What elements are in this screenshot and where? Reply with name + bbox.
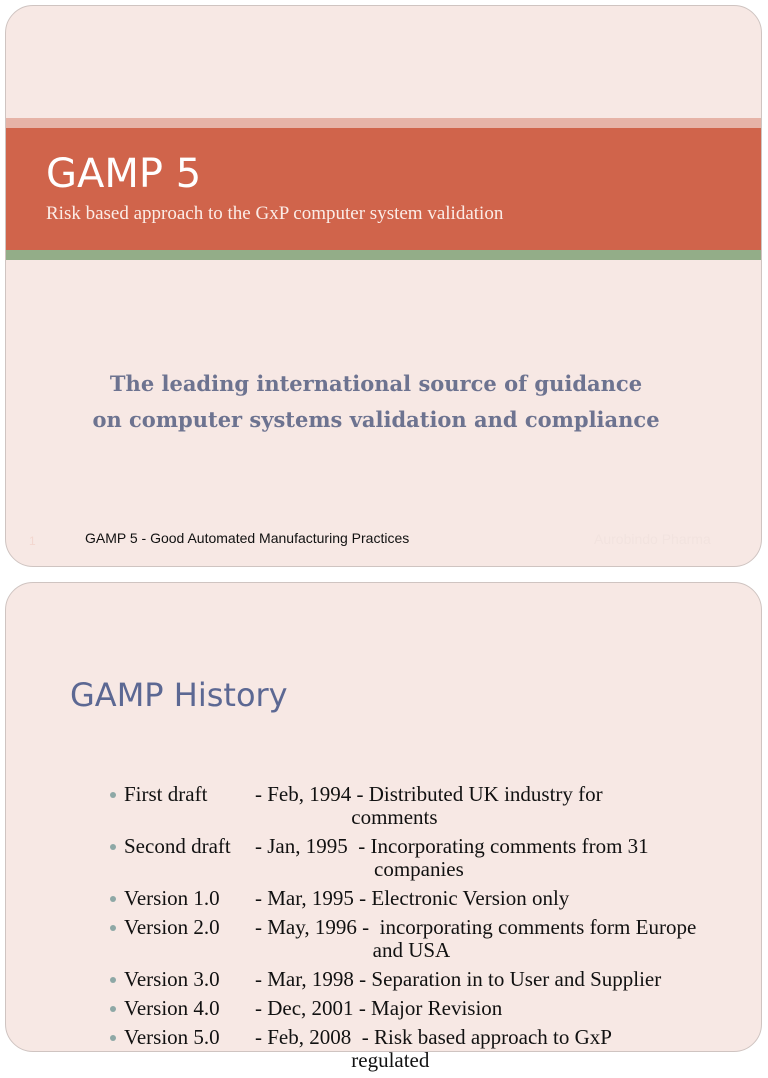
- slide-title: GAMP 5: [46, 151, 202, 197]
- history-date: - Mar, 1995: [255, 886, 354, 910]
- history-version: Version 3.0: [124, 967, 220, 991]
- history-list: [124, 783, 696, 1078]
- history-note: - Incorporating comments from 31 companies: [358, 834, 649, 881]
- history-note: - Electronic Version only: [353, 886, 570, 910]
- history-item: [124, 783, 696, 829]
- history-item: [124, 887, 696, 910]
- title-slide: [5, 5, 762, 567]
- history-version: First draft: [124, 782, 208, 806]
- history-note: - Risk based approach to GxP regulated: [351, 1025, 617, 1072]
- history-version: Version 5.0: [124, 1025, 220, 1049]
- tagline: [6, 366, 746, 438]
- history-date: - Mar, 1998: [255, 967, 354, 991]
- title-band-bottom-stripe: [6, 250, 761, 260]
- bullet-icon: [110, 925, 116, 931]
- slide-heading: GAMP History: [70, 676, 288, 714]
- bullet-icon: [110, 896, 116, 902]
- history-note: - Distributed UK industry for comments: [351, 782, 608, 829]
- bullet-icon: [110, 792, 116, 798]
- history-item: [124, 835, 696, 881]
- history-item: [124, 1026, 696, 1072]
- history-version: Version 2.0: [124, 915, 220, 939]
- history-version: Version 1.0: [124, 886, 220, 910]
- slide-footer: GAMP 5 - Good Automated Manufacturing Practices: [85, 530, 410, 546]
- slide-subtitle: Risk based approach to the GxP computer system validation: [46, 203, 504, 224]
- history-date: - Feb, 2008: [255, 1025, 352, 1049]
- history-note: - Separation in to User and Supplier: [353, 967, 662, 991]
- history-note: - Major Revision: [353, 996, 503, 1020]
- history-version: Version 4.0: [124, 996, 220, 1020]
- tagline-line-2: on computer systems validation and compliance: [92, 407, 660, 432]
- history-date: - Jan, 1995: [255, 834, 348, 858]
- history-item: [124, 916, 696, 962]
- history-version: Second draft: [124, 834, 231, 858]
- history-date: - Dec, 2001: [255, 996, 354, 1020]
- bullet-icon: [110, 844, 116, 850]
- history-date: - May, 1996: [255, 915, 357, 939]
- history-date: - Feb, 1994: [255, 782, 352, 806]
- history-slide: [5, 582, 762, 1072]
- history-note: - incorporating comments form Europe and USA: [362, 915, 697, 962]
- tagline-line-1: The leading international source of guidance: [109, 371, 643, 396]
- bullet-icon: [110, 1035, 116, 1041]
- bullet-icon: [110, 1006, 116, 1012]
- title-band-top-stripe: [6, 118, 761, 128]
- history-item: [124, 997, 696, 1020]
- bullet-icon: [110, 977, 116, 983]
- brand-footer: Aurobindo Pharma: [594, 531, 711, 547]
- slide-number: 1: [29, 534, 36, 548]
- history-item: [124, 968, 696, 991]
